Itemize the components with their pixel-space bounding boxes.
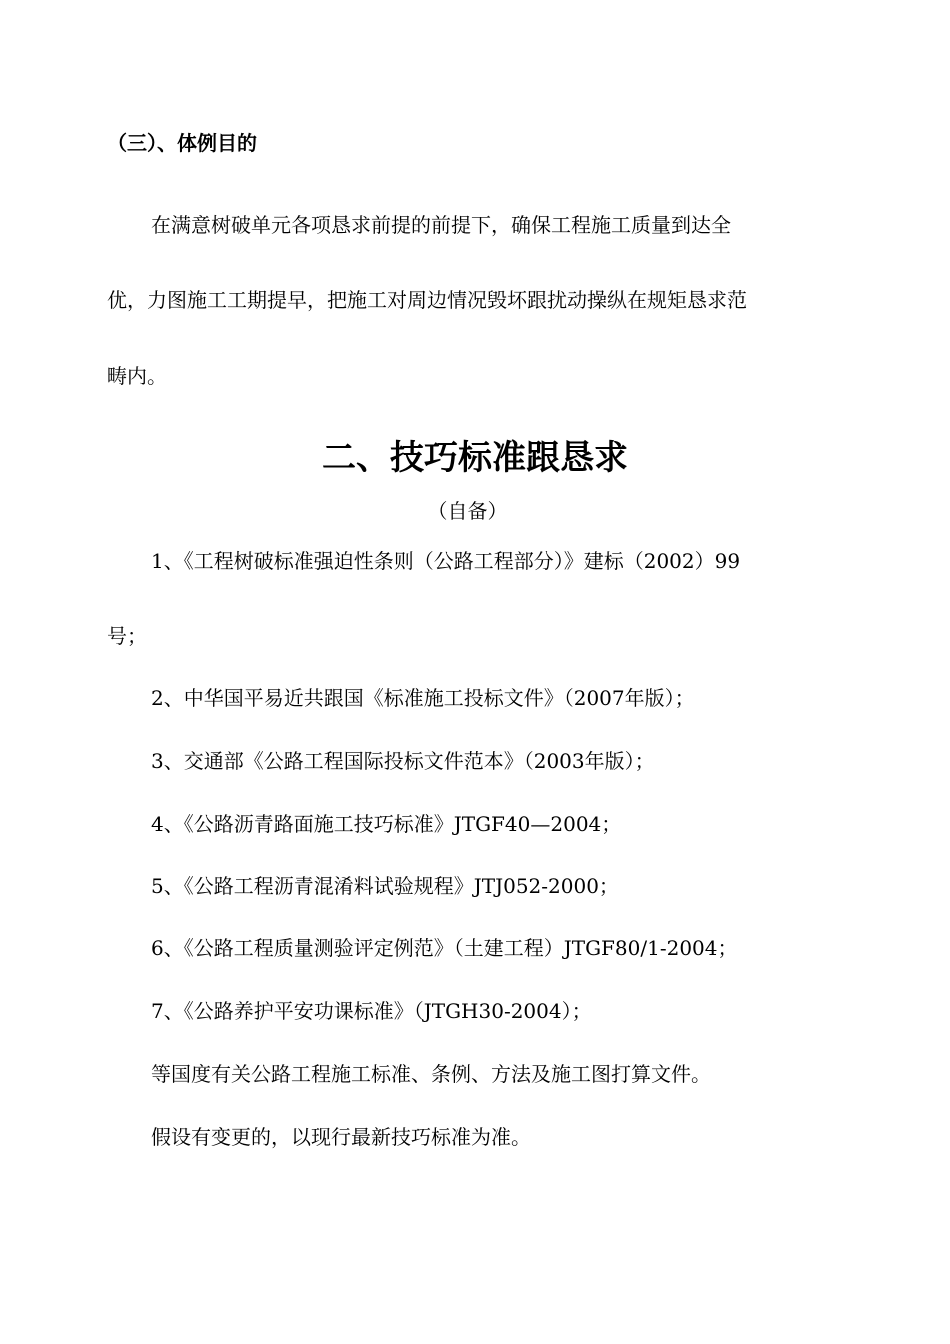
standard-item: 6、《公路工程质量测验评定例范》（土建工程）JTGF80/1-2004；	[151, 936, 738, 960]
standard-item: 5、《公路工程沥青混淆料试验规程》JTJ052-2000；	[151, 874, 619, 898]
paragraph-line: 畴内。	[107, 364, 167, 388]
chapter-heading: 二、技巧标准跟恳求	[322, 438, 628, 478]
paragraph-line: 优，力图施工工期提早，把施工对周边情况毁坏跟扰动操纵在规矩恳求范	[107, 288, 747, 312]
section-subheading: （三）、体例目的	[107, 131, 257, 155]
standard-item: 1、《工程树破标准强迫性条则（公路工程部分）》建标（2002）99	[151, 549, 741, 573]
standard-item: 2、中华国平易近共跟国《标准施工投标文件》（2007年版）；	[151, 686, 695, 710]
standard-item: 4、《公路沥青路面施工技巧标准》JTGF40—2004；	[151, 812, 622, 836]
standard-item-continuation: 号；	[107, 624, 147, 648]
paragraph-line: 在满意树破单元各项恳求前提的前提下，确保工程施工质量到达全	[151, 213, 731, 237]
chapter-note: （自备）	[427, 499, 508, 523]
closing-line: 假设有变更的，以现行最新技巧标准为准。	[151, 1125, 531, 1149]
closing-line: 等国度有关公路工程施工标准、条例、方法及施工图打算文件。	[151, 1062, 711, 1086]
standard-item: 7、《公路养护平安功课标准》（JTGH30-2004）；	[151, 999, 592, 1023]
standard-item: 3、交通部《公路工程国际投标文件范本》（2003年版）；	[151, 749, 655, 773]
